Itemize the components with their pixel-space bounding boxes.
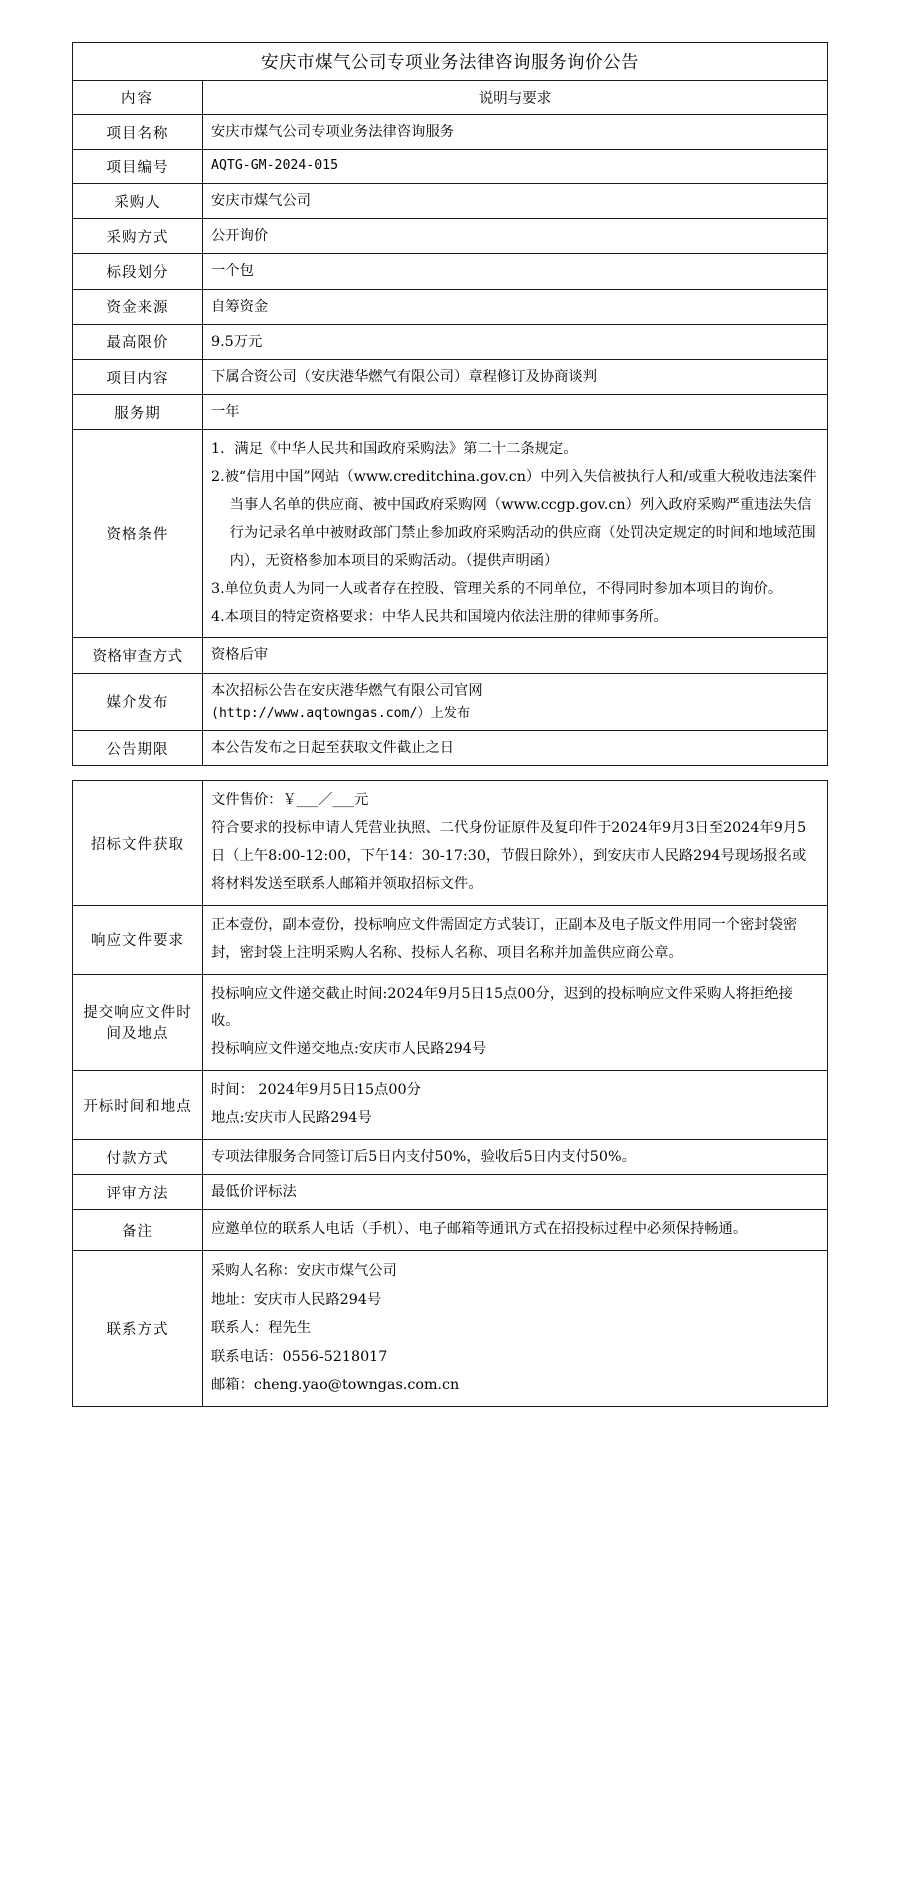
row-label-purchaser: 采购人 (73, 184, 203, 219)
qualification-item-1: 1．满足《中华人民共和国政府采购法》第二十二条规定。 (211, 441, 578, 458)
row-value-contact (203, 1251, 828, 1407)
row-value-media-release (203, 673, 828, 731)
row-value-procurement-method: 公开询价 (203, 219, 828, 254)
row-label-contact: 联系方式 (73, 1251, 203, 1407)
row-label-remarks: 备注 (73, 1210, 203, 1251)
contact-address: 地址：安庆市人民路294号 (211, 1291, 382, 1308)
row-label-qualification-review: 资格审查方式 (73, 638, 203, 673)
row-value-submission-time-place (203, 974, 828, 1071)
row-value-project-content: 下属合资公司（安庆港华燃气有限公司）章程修订及协商谈判 (203, 359, 828, 394)
table-row (73, 115, 828, 150)
column-header-content: 内容 (73, 81, 203, 115)
table-row (73, 395, 828, 430)
row-label-service-period: 服务期 (73, 395, 203, 430)
row-label-qualification: 资格条件 (73, 430, 203, 638)
table-row (73, 1071, 828, 1140)
table-row (73, 1175, 828, 1210)
remarks-text: 应邀单位的联系人电话（手机）、电子邮箱等通讯方式在招投标过程中必须保持畅通。 (211, 1221, 748, 1238)
bid-opening-time: 时间： 2024年9月5日15点00分 (211, 1082, 421, 1099)
row-label-payment-method: 付款方式 (73, 1139, 203, 1174)
row-label-project-content: 项目内容 (73, 359, 203, 394)
row-value-funding-source: 自筹资金 (203, 289, 828, 324)
secondary-info-table (72, 780, 828, 1407)
row-label-project-number: 项目编号 (73, 150, 203, 184)
qualification-item-2: 2.被“信用中国”网站（www.creditchina.gov.cn）中列入失信被执行人和/或重大税收违法案件当事人名单的供应商、被中国政府采购网（www.ccgp.gov.cn）列入政府采购严重违法失信行为记录名单中被财政部门禁止参加政府采购活动的供应商（处罚决定规定的时间和地域范围内），无资格参加本项目的采购活动。（提供声明函） (211, 469, 817, 569)
row-value-qualification-review: 资格后审 (203, 638, 828, 673)
table-row (73, 905, 828, 974)
qualification-item-3: 3.单位负责人为同一人或者存在控股、管理关系的不同单位，不得同时参加本项目的询价。 (211, 580, 783, 597)
submission-deadline: 投标响应文件递交截止时间:2024年9月5日15点00分，迟到的投标响应文件采购人将拒绝接收。 (211, 985, 793, 1030)
table-row (73, 673, 828, 731)
row-label-procurement-method: 采购方式 (73, 219, 203, 254)
media-release-line-2: (http://www.aqtowngas.com/）上发布 (211, 705, 471, 721)
table-row (73, 638, 828, 673)
row-label-announcement-period: 公告期限 (73, 731, 203, 766)
row-label-bid-opening: 开标时间和地点 (73, 1071, 203, 1140)
row-label-response-requirements: 响应文件要求 (73, 905, 203, 974)
table-row (73, 324, 828, 359)
table-row (73, 1139, 828, 1174)
row-label-project-name: 项目名称 (73, 115, 203, 150)
column-header-description: 说明与要求 (203, 81, 828, 115)
table-row (73, 219, 828, 254)
row-value-purchaser: 安庆市煤气公司 (203, 184, 828, 219)
contact-phone: 联系电话：0556-5218017 (211, 1348, 388, 1365)
bid-opening-place: 地点:安庆市人民路294号 (211, 1110, 372, 1127)
table-row (73, 184, 828, 219)
row-value-project-number: AQTG-GM-2024-015 (203, 150, 828, 184)
row-label-max-price: 最高限价 (73, 324, 203, 359)
row-label-funding-source: 资金来源 (73, 289, 203, 324)
row-label-evaluation-method: 评审方法 (73, 1175, 203, 1210)
row-label-media-release: 媒介发布 (73, 673, 203, 731)
row-value-bid-opening (203, 1071, 828, 1140)
row-value-service-period: 一年 (203, 395, 828, 430)
row-label-document-acquisition: 招标文件获取 (73, 781, 203, 906)
table-row-qualification (73, 430, 828, 638)
row-value-project-name: 安庆市煤气公司专项业务法律咨询服务 (203, 115, 828, 150)
row-label-submission-time-place: 提交响应文件时间及地点 (73, 974, 203, 1071)
row-value-remarks (203, 1210, 828, 1251)
row-value-evaluation-method: 最低价评标法 (203, 1175, 828, 1210)
document-price-line: 文件售价：￥___／___元 (211, 792, 369, 809)
row-value-payment-method: 专项法律服务合同签订后5日内支付50%，验收后5日内支付50%。 (203, 1139, 828, 1174)
contact-email: 邮箱：cheng.yao@towngas.com.cn (211, 1377, 460, 1394)
media-release-line-1: 本次招标公告在安庆港华燃气有限公司官网 (211, 682, 483, 699)
response-requirements-text: 正本壹份，副本壹份，投标响应文件需固定方式装订，正副本及电子版文件用同一个密封袋密封，密封袋上注明采购人名称、投标人名称、项目名称并加盖供应商公章。 (211, 916, 798, 961)
table-row (73, 731, 828, 766)
row-value-announcement-period: 本公告发布之日起至获取文件截止之日 (203, 731, 828, 766)
table-row (73, 359, 828, 394)
table-row (73, 289, 828, 324)
table-row (73, 254, 828, 289)
table-row (73, 781, 828, 906)
table-row (73, 150, 828, 184)
row-value-lot-division: 一个包 (203, 254, 828, 289)
row-value-document-acquisition (203, 781, 828, 906)
contact-purchaser-name: 采购人名称：安庆市煤气公司 (211, 1263, 397, 1280)
row-value-max-price: 9.5万元 (203, 324, 828, 359)
table-row (73, 1210, 828, 1251)
table-title-row (73, 43, 828, 81)
table-row (73, 974, 828, 1071)
page-title: 安庆市煤气公司专项业务法律咨询服务询价公告 (73, 43, 828, 81)
table-row (73, 1251, 828, 1407)
contact-person: 联系人：程先生 (211, 1320, 312, 1337)
qualification-item-4: 4.本项目的特定资格要求：中华人民共和国境内依法注册的律师事务所。 (211, 608, 668, 625)
submission-location: 投标响应文件递交地点:安庆市人民路294号 (211, 1041, 487, 1058)
document-acquisition-detail: 符合要求的投标申请人凭营业执照、二代身份证原件及复印件于2024年9月3日至2024年9月5日（上午8:00-12:00，下午14：30-17:30，节假日除外），到安庆市人民路294号现场报名或将材料发送至联系人邮箱并领取招标文件。 (211, 820, 807, 892)
row-value-qualification (203, 430, 828, 638)
main-info-table (72, 42, 828, 766)
table-header-row (73, 81, 828, 115)
row-value-response-requirements (203, 905, 828, 974)
row-label-lot-division: 标段划分 (73, 254, 203, 289)
